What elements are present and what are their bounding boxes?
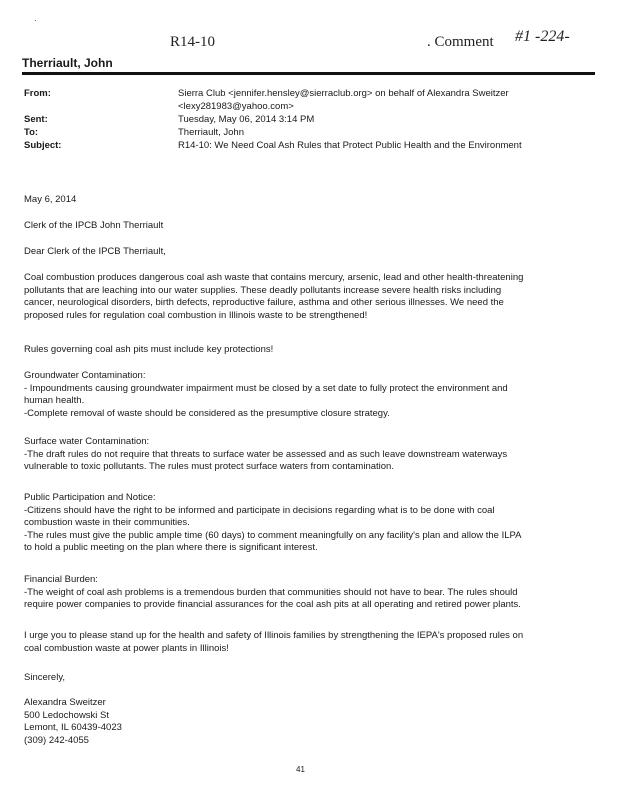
intro-line: proposed rules for regulation coal combustion in Illinois waste to be strengthened! [24,309,368,321]
subject-value: R14-10: We Need Coal Ash Rules that Protect Public Health and the Environment [178,140,522,151]
section-line: -Citizens should have the right to be informed and participate in decisions regarding what is to be done with coal [24,504,495,516]
from-value: Sierra Club <jennifer.hensley@sierraclub.org> on behalf of Alexandra Sweitzer [178,88,509,99]
letter-recipient: Clerk of the IPCB John Therriault [24,220,164,231]
closing-paragraph [24,630,584,655]
section-heading: Groundwater Contamination: [24,370,146,381]
sent-value: Tuesday, May 06, 2014 3:14 PM [178,114,315,125]
letter-date: May 6, 2014 [24,194,77,205]
sent-label: Sent: [24,114,48,125]
closing-line: I urge you to please stand up for the health and safety of Illinois families by strengthening the IEPA's proposed rules on [24,630,524,641]
section-heading: Surface water Contamination: [24,436,150,447]
intro-paragraph [24,272,584,322]
signature-name: Alexandra Sweitzer [24,697,106,708]
surface-water-section [24,436,584,474]
financial-burden-section [24,574,584,612]
section-line: combustion waste in their communities. [24,517,190,529]
section-line: -The rules must give the public ample time (60 days) to comment meaningfully on any facility's plan and allow the ILPA [24,529,522,541]
rules-intro: Rules governing coal ash pits must include key protections! [24,344,274,355]
page-number: 41 [296,765,305,774]
groundwater-section [24,370,584,420]
to-label: To: [24,127,39,138]
subject-label: Subject: [24,140,62,151]
intro-line: Coal combustion produces dangerous coal ash waste that contains mercury, arsenic, lead and other health-threatening [24,272,524,283]
to-value: Therriault, John [178,127,245,138]
section-line: vulnerable to toxic pollutants. The rules must protect surface waters from contamination. [24,461,394,473]
section-heading: Financial Burden: [24,574,98,585]
document-number: R14-10 [170,34,215,50]
signature-phone: (309) 242-4055 [24,734,89,746]
section-line: - Impoundments causing groundwater impairment must be closed by a set date to fully protect the environment and [24,382,508,394]
section-line: -The draft rules do not require that threats to surface water be assessed and as such leave downstream waterways [24,448,508,460]
header-divider [22,72,595,75]
comment-number: #1 -224- [515,28,570,45]
section-line: to hold a public meeting on the plan where there is significant interest. [24,542,318,554]
closing-line: coal combustion waste at power plants in Illinois! [24,642,229,654]
from-label: From: [24,88,51,99]
letter-salutation: Dear Clerk of the IPCB Therriault, [24,246,166,257]
public-participation-section [24,492,584,555]
intro-line: cancer, neurological disorders, birth defects, reproductive failure, asthma and other serious illnesses. We need the [24,297,504,309]
comment-label: . Comment [427,34,494,50]
mailbox-owner-name: Therriault, John [22,56,113,70]
scan-mark: · [34,16,37,25]
signoff: Sincerely, [24,672,66,683]
section-heading: Public Participation and Notice: [24,492,156,503]
signature-street: 500 Ledochowski St [24,709,110,721]
signature-block [24,697,584,747]
signature-city: Lemont, IL 60439-4023 [24,722,122,734]
section-line: -Complete removal of waste should be considered as the presumptive closure strategy. [24,407,390,419]
section-line: -The weight of coal ash problems is a tremendous burden that communities should not have to bear. The rules should [24,586,518,598]
section-line: human health. [24,395,85,407]
section-line: require power companies to provide financial assurances for the coal ash pits at all operating and retired power plants. [24,599,521,611]
intro-line: pollutants that are leaching into our water supplies. These deadly pollutants increase severe health risks including [24,284,502,296]
from-value-email: <lexy281983@yahoo.com> [178,101,294,112]
